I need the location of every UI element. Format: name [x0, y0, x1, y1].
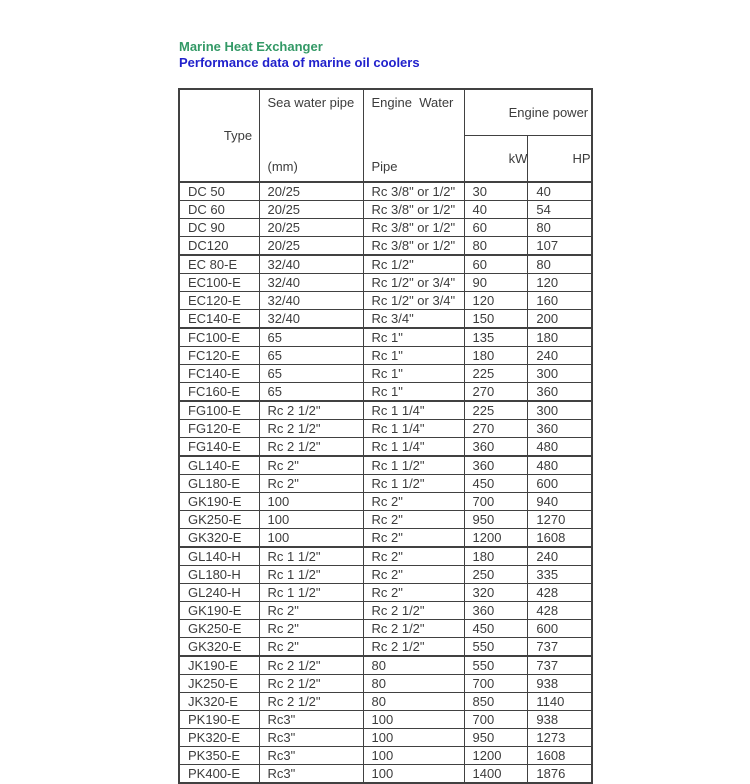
cell-sea-water-pipe: Rc 2 1/2" [259, 675, 363, 693]
table-row [179, 310, 592, 329]
cell-hp: 80 [528, 255, 592, 274]
cell-type: DC 60 [179, 201, 259, 219]
cell-sea-water-pipe: Rc3" [259, 711, 363, 729]
cell-hp: 1608 [528, 529, 592, 548]
table-row [179, 456, 592, 475]
table-header [179, 89, 592, 182]
cell-sea-water-pipe: 20/25 [259, 219, 363, 237]
cell-engine-water-pipe: Rc 2" [363, 529, 464, 548]
cell-type: PK400-E [179, 765, 259, 784]
cell-kw: 360 [464, 438, 528, 457]
col-header-engine-power [464, 89, 592, 136]
table-row [179, 584, 592, 602]
cell-sea-water-pipe: Rc3" [259, 747, 363, 765]
cell-hp: 737 [528, 638, 592, 657]
cell-engine-water-pipe: Rc 2" [363, 584, 464, 602]
cell-engine-water-pipe: Rc 2" [363, 511, 464, 529]
table-row [179, 420, 592, 438]
cell-kw: 1400 [464, 765, 528, 784]
cell-kw: 135 [464, 328, 528, 347]
engine-water-pipe-label: Pipe [371, 159, 398, 174]
cell-type: GK320-E [179, 529, 259, 548]
engine-water-label: Engine Water [371, 95, 454, 110]
cell-kw: 60 [464, 219, 528, 237]
cell-sea-water-pipe: 20/25 [259, 237, 363, 256]
col-header-type [179, 89, 259, 182]
cell-engine-water-pipe: 100 [363, 765, 464, 784]
cell-kw: 550 [464, 656, 528, 675]
cell-sea-water-pipe: 32/40 [259, 292, 363, 310]
col-header-sea-water-pipe [259, 89, 363, 182]
cell-hp: 40 [528, 182, 592, 201]
table-row [179, 237, 592, 256]
cell-type: GL180-E [179, 475, 259, 493]
cell-engine-water-pipe: Rc 2 1/2" [363, 638, 464, 657]
cell-kw: 850 [464, 693, 528, 711]
engine-power-label: Engine power [508, 105, 589, 120]
cell-sea-water-pipe: 100 [259, 493, 363, 511]
cell-type: EC120-E [179, 292, 259, 310]
cell-sea-water-pipe: 20/25 [259, 201, 363, 219]
cell-type: EC140-E [179, 310, 259, 329]
table-row [179, 274, 592, 292]
cell-engine-water-pipe: 100 [363, 711, 464, 729]
table-row [179, 529, 592, 548]
cell-sea-water-pipe: Rc 2 1/2" [259, 693, 363, 711]
table-row [179, 201, 592, 219]
cell-kw: 320 [464, 584, 528, 602]
cell-kw: 30 [464, 182, 528, 201]
cell-type: PK320-E [179, 729, 259, 747]
table-row [179, 347, 592, 365]
doc-title: Marine Heat Exchanger [179, 39, 323, 54]
doc-subtitle: Performance data of marine oil coolers [179, 55, 420, 70]
cell-kw: 700 [464, 711, 528, 729]
table-row [179, 765, 592, 784]
cell-kw: 950 [464, 511, 528, 529]
cell-type: EC100-E [179, 274, 259, 292]
cell-hp: 360 [528, 420, 592, 438]
cell-hp: 600 [528, 620, 592, 638]
cell-engine-water-pipe: 100 [363, 747, 464, 765]
cell-hp: 1270 [528, 511, 592, 529]
cell-type: GK190-E [179, 493, 259, 511]
cell-kw: 1200 [464, 747, 528, 765]
row-group-1 [179, 182, 592, 255]
cell-sea-water-pipe: Rc 2 1/2" [259, 401, 363, 420]
cell-sea-water-pipe: 20/25 [259, 182, 363, 201]
cell-kw: 180 [464, 547, 528, 566]
cell-hp: 300 [528, 401, 592, 420]
cell-type: FG100-E [179, 401, 259, 420]
cell-hp: 240 [528, 547, 592, 566]
sea-water-pipe-label: Sea water pipe [267, 95, 355, 110]
table-row [179, 747, 592, 765]
cell-kw: 40 [464, 201, 528, 219]
cell-type: JK320-E [179, 693, 259, 711]
table-row [179, 401, 592, 420]
row-group-4 [179, 401, 592, 456]
cell-kw: 150 [464, 310, 528, 329]
cell-hp: 360 [528, 383, 592, 402]
cell-hp: 428 [528, 602, 592, 620]
cell-kw: 225 [464, 401, 528, 420]
cell-kw: 250 [464, 566, 528, 584]
kw-label: kW [508, 151, 528, 166]
cell-type: FC140-E [179, 365, 259, 383]
cell-sea-water-pipe: 65 [259, 365, 363, 383]
cell-engine-water-pipe: Rc 3/8" or 1/2" [363, 182, 464, 201]
hp-label: HP [572, 151, 591, 166]
table-row [179, 729, 592, 747]
cell-type: JK250-E [179, 675, 259, 693]
table-row [179, 219, 592, 237]
cell-engine-water-pipe: Rc 1 1/4" [363, 438, 464, 457]
table-row [179, 656, 592, 675]
cell-type: PK350-E [179, 747, 259, 765]
cell-type: GK250-E [179, 620, 259, 638]
cell-kw: 360 [464, 602, 528, 620]
table-row [179, 566, 592, 584]
cell-sea-water-pipe: Rc 1 1/2" [259, 566, 363, 584]
table-row [179, 511, 592, 529]
cell-engine-water-pipe: 80 [363, 675, 464, 693]
cell-sea-water-pipe: Rc 2" [259, 602, 363, 620]
cell-engine-water-pipe: Rc 1" [363, 328, 464, 347]
cell-hp: 737 [528, 656, 592, 675]
cell-hp: 335 [528, 566, 592, 584]
cell-type: GL140-E [179, 456, 259, 475]
cell-sea-water-pipe: 100 [259, 511, 363, 529]
cell-hp: 200 [528, 310, 592, 329]
cell-engine-water-pipe: Rc 3/8" or 1/2" [363, 219, 464, 237]
cell-sea-water-pipe: Rc 2" [259, 456, 363, 475]
cell-type: GK320-E [179, 638, 259, 657]
cell-type: FC100-E [179, 328, 259, 347]
cell-sea-water-pipe: Rc 2" [259, 620, 363, 638]
cell-sea-water-pipe: Rc3" [259, 765, 363, 784]
cell-sea-water-pipe: 32/40 [259, 255, 363, 274]
cell-hp: 160 [528, 292, 592, 310]
cell-kw: 180 [464, 347, 528, 365]
table-row [179, 383, 592, 402]
table-row [179, 711, 592, 729]
cell-hp: 1608 [528, 747, 592, 765]
cell-sea-water-pipe: Rc 2 1/2" [259, 438, 363, 457]
cell-hp: 938 [528, 711, 592, 729]
cell-engine-water-pipe: Rc 2" [363, 566, 464, 584]
cell-kw: 120 [464, 292, 528, 310]
cell-hp: 1876 [528, 765, 592, 784]
cell-kw: 360 [464, 456, 528, 475]
table-row [179, 438, 592, 457]
cell-sea-water-pipe: 65 [259, 328, 363, 347]
cell-type: FG140-E [179, 438, 259, 457]
cell-sea-water-pipe: Rc 2" [259, 475, 363, 493]
cell-hp: 940 [528, 493, 592, 511]
cell-type: FC160-E [179, 383, 259, 402]
table-row [179, 547, 592, 566]
cell-sea-water-pipe: Rc3" [259, 729, 363, 747]
table-row [179, 475, 592, 493]
cell-hp: 938 [528, 675, 592, 693]
cell-engine-water-pipe: Rc 3/8" or 1/2" [363, 201, 464, 219]
table-row [179, 182, 592, 201]
table-row [179, 493, 592, 511]
row-group-6 [179, 547, 592, 656]
cell-kw: 450 [464, 620, 528, 638]
table-row [179, 620, 592, 638]
cell-hp: 54 [528, 201, 592, 219]
cell-type: JK190-E [179, 656, 259, 675]
cell-engine-water-pipe: Rc 2" [363, 493, 464, 511]
cell-hp: 480 [528, 438, 592, 457]
cell-sea-water-pipe: 100 [259, 529, 363, 548]
cell-sea-water-pipe: Rc 1 1/2" [259, 547, 363, 566]
col-header-engine-water-pipe [363, 89, 464, 182]
cell-type: GL140-H [179, 547, 259, 566]
cell-hp: 120 [528, 274, 592, 292]
cell-hp: 80 [528, 219, 592, 237]
row-group-3 [179, 328, 592, 401]
cell-kw: 950 [464, 729, 528, 747]
sea-water-pipe-unit-label: (mm) [267, 159, 298, 174]
cell-engine-water-pipe: Rc 1 1/2" [363, 456, 464, 475]
cell-engine-water-pipe: 80 [363, 656, 464, 675]
cell-engine-water-pipe: Rc 2 1/2" [363, 602, 464, 620]
cell-engine-water-pipe: 80 [363, 693, 464, 711]
table-row [179, 675, 592, 693]
cell-engine-water-pipe: Rc 1 1/4" [363, 420, 464, 438]
cell-sea-water-pipe: Rc 2 1/2" [259, 420, 363, 438]
cell-engine-water-pipe: Rc 1 1/4" [363, 401, 464, 420]
table-row [179, 255, 592, 274]
cell-engine-water-pipe: Rc 1/2" [363, 255, 464, 274]
cell-engine-water-pipe: Rc 3/4" [363, 310, 464, 329]
row-group-2 [179, 255, 592, 328]
cell-sea-water-pipe: Rc 2 1/2" [259, 656, 363, 675]
cell-kw: 700 [464, 493, 528, 511]
cell-sea-water-pipe: 32/40 [259, 310, 363, 329]
table-row [179, 292, 592, 310]
table-row [179, 365, 592, 383]
cell-sea-water-pipe: Rc 1 1/2" [259, 584, 363, 602]
cell-sea-water-pipe: 32/40 [259, 274, 363, 292]
cell-engine-water-pipe: Rc 2 1/2" [363, 620, 464, 638]
cell-type: EC 80-E [179, 255, 259, 274]
cell-engine-water-pipe: Rc 1 1/2" [363, 475, 464, 493]
cell-type: DC120 [179, 237, 259, 256]
cell-engine-water-pipe: Rc 1/2" or 3/4" [363, 274, 464, 292]
cell-engine-water-pipe: Rc 1" [363, 365, 464, 383]
cell-hp: 428 [528, 584, 592, 602]
cell-type: FC120-E [179, 347, 259, 365]
cell-hp: 180 [528, 328, 592, 347]
cell-kw: 1200 [464, 529, 528, 548]
cell-kw: 700 [464, 675, 528, 693]
cell-kw: 225 [464, 365, 528, 383]
cell-engine-water-pipe: Rc 3/8" or 1/2" [363, 237, 464, 256]
cell-hp: 1273 [528, 729, 592, 747]
cell-engine-water-pipe: 100 [363, 729, 464, 747]
cell-kw: 550 [464, 638, 528, 657]
cell-kw: 450 [464, 475, 528, 493]
table-row [179, 328, 592, 347]
cell-kw: 270 [464, 420, 528, 438]
cell-type: GK190-E [179, 602, 259, 620]
performance-table [178, 88, 593, 784]
cell-hp: 300 [528, 365, 592, 383]
cell-sea-water-pipe: Rc 2" [259, 638, 363, 657]
cell-kw: 60 [464, 255, 528, 274]
cell-hp: 240 [528, 347, 592, 365]
cell-kw: 90 [464, 274, 528, 292]
cell-hp: 480 [528, 456, 592, 475]
cell-engine-water-pipe: Rc 1" [363, 383, 464, 402]
cell-type: PK190-E [179, 711, 259, 729]
table-row [179, 602, 592, 620]
cell-hp: 107 [528, 237, 592, 256]
col-header-kw [464, 136, 528, 183]
cell-engine-water-pipe: Rc 2" [363, 547, 464, 566]
cell-engine-water-pipe: Rc 1/2" or 3/4" [363, 292, 464, 310]
cell-kw: 270 [464, 383, 528, 402]
cell-type: GK250-E [179, 511, 259, 529]
cell-hp: 1140 [528, 693, 592, 711]
cell-sea-water-pipe: 65 [259, 347, 363, 365]
cell-type: DC 90 [179, 219, 259, 237]
table-row [179, 638, 592, 657]
cell-engine-water-pipe: Rc 1" [363, 347, 464, 365]
cell-type: GL240-H [179, 584, 259, 602]
col-header-hp [528, 136, 592, 183]
cell-type: DC 50 [179, 182, 259, 201]
cell-type: GL180-H [179, 566, 259, 584]
row-group-5 [179, 456, 592, 547]
cell-kw: 80 [464, 237, 528, 256]
type-label: Type [223, 128, 253, 143]
row-group-7 [179, 656, 592, 783]
cell-type: FG120-E [179, 420, 259, 438]
table-row [179, 693, 592, 711]
cell-hp: 600 [528, 475, 592, 493]
cell-sea-water-pipe: 65 [259, 383, 363, 402]
